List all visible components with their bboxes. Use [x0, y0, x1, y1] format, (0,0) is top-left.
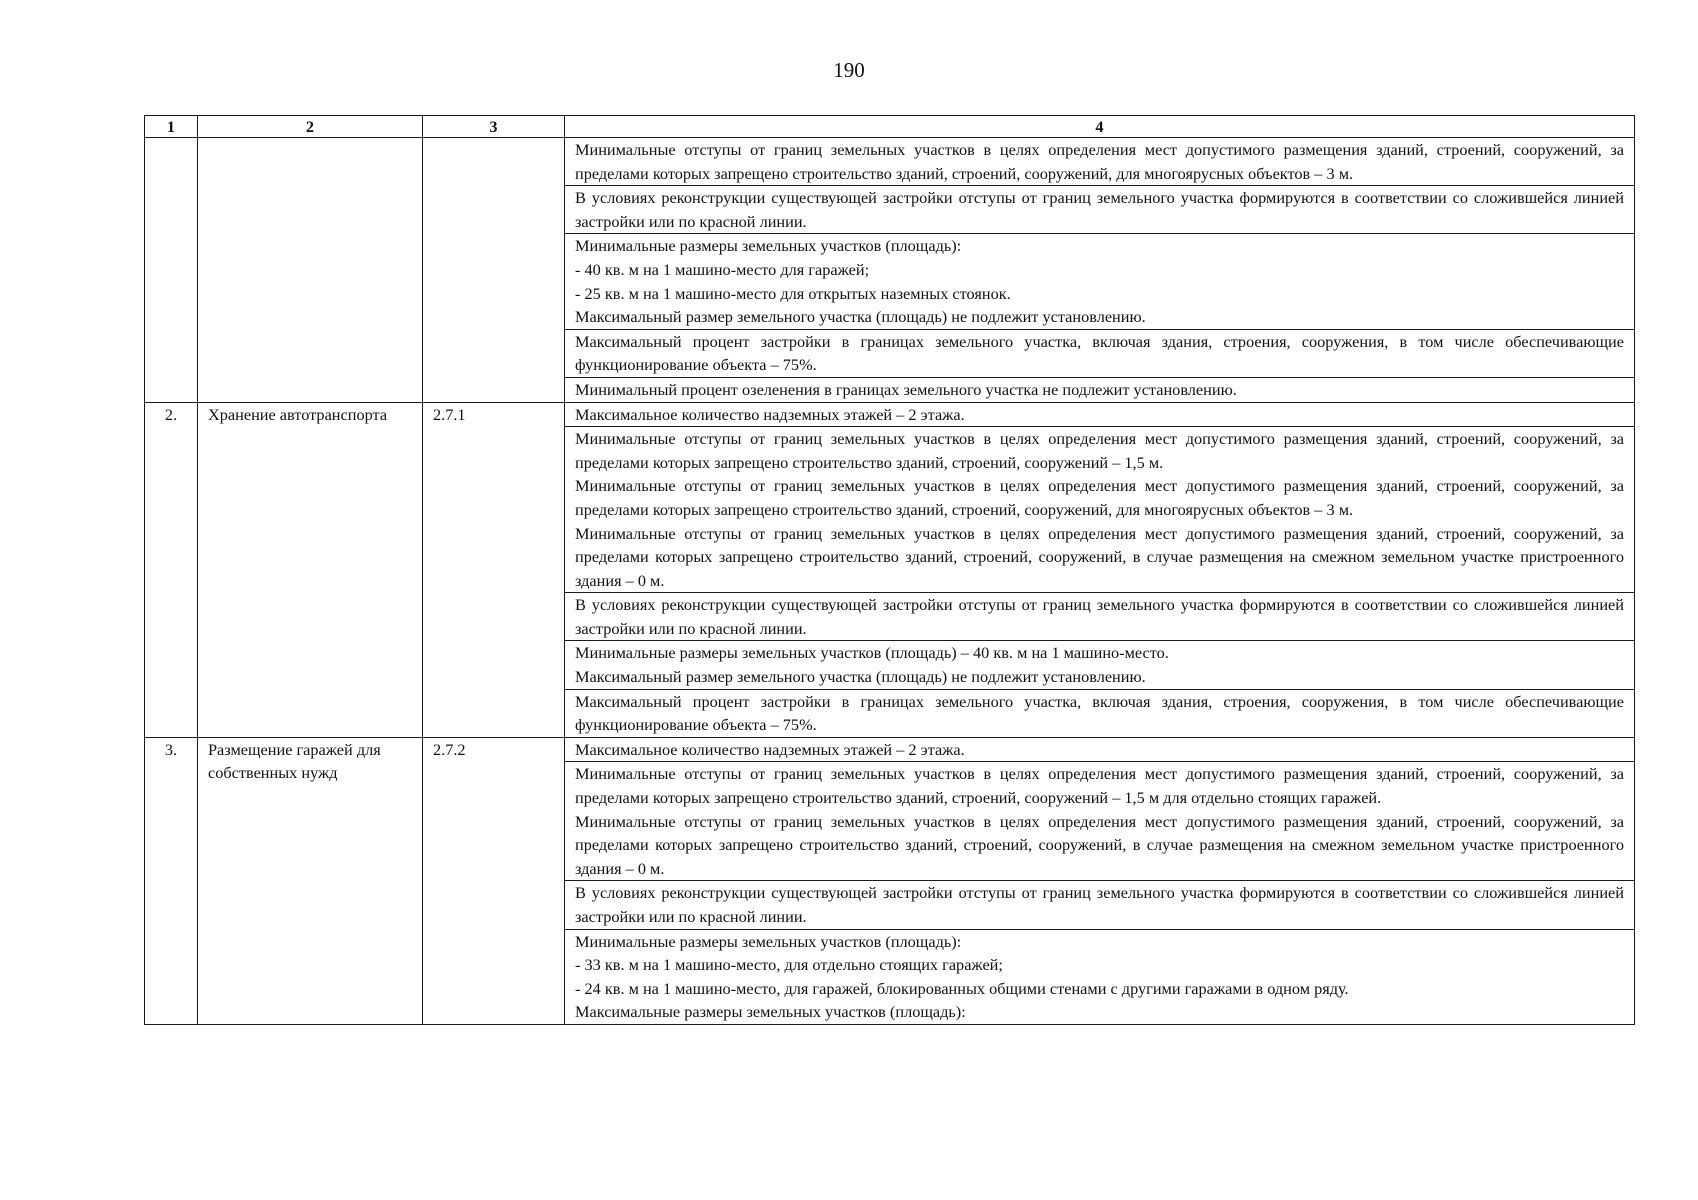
table-row: [145, 138, 1635, 186]
page-number: 190: [833, 58, 865, 82]
regulation-text-cell: [565, 329, 1635, 377]
regulation-paragraph: Минимальные отступы от границ земельных участков в целях определения мест допустимого размещения зданий, строений, сооружений, за пределами которых запрещено строительство зданий, строений, сооружений – 1,5 м для отдельно стоящих гаражей.: [575, 764, 1624, 808]
header-col-1: 1: [145, 116, 198, 138]
regulation-paragraph: Минимальные отступы от границ земельных участков в целях определения мест допустимого размещения зданий, строений, сооружений, за пределами которых запрещено строительство зданий, строений, сооружений – 1,5 м.: [575, 429, 1624, 472]
usage-code-cell: [423, 138, 565, 403]
header-col-3: 3: [423, 116, 565, 138]
regulations-table: [144, 115, 1635, 1025]
header-col-4: 4: [565, 116, 1635, 138]
usage-name-cell: Размещение гаражей для собственных нужд: [198, 737, 423, 1024]
row-number-cell: 3.: [145, 737, 198, 1024]
regulation-line: - 33 кв. м на 1 машино-место, для отдельно стоящих гаражей;: [575, 955, 1003, 975]
regulation-paragraph: Максимальное количество надземных этажей – 2 этажа.: [575, 739, 965, 759]
regulation-line: Минимальные размеры земельных участков (площадь):: [575, 931, 962, 951]
usage-code-cell: 2.7.1: [423, 402, 565, 737]
regulation-paragraph: Максимальный процент застройки в границах земельного участка, включая здания, строения, сооружения, в том числе обеспечивающие функционирование объекта – 75%.: [575, 331, 1624, 375]
regulation-line: - 24 кв. м на 1 машино-место, для гаражей, блокированных общими стенами с другими гаражами в одном ряду.: [575, 978, 1349, 998]
regulation-text-cell: [565, 593, 1635, 641]
table-header-row: [145, 116, 1635, 138]
regulation-paragraph: Минимальные отступы от границ земельных участков в целях определения мест допустимого размещения зданий, строений, сооружений, за пределами которых запрещено строительство зданий, строений, сооружений, в случае размещения на смежном земельном участке пристроенного здания – 0 м.: [575, 523, 1624, 590]
regulation-paragraph: Минимальные отступы от границ земельных участков в целях определения мест допустимого размещения зданий, строений, сооружений, за пределами которых запрещено строительство зданий, строений, сооружений, для многоярусных объектов – 3 м.: [575, 476, 1624, 519]
regulation-paragraph: Максимальное количество надземных этажей – 2 этажа.: [575, 404, 965, 424]
regulation-text-cell: [565, 402, 1635, 427]
usage-name-cell: [198, 138, 423, 403]
regulation-text-cell: [565, 762, 1635, 881]
regulation-text-cell: [565, 737, 1635, 762]
regulation-text-cell: [565, 881, 1635, 929]
regulation-line: Максимальный размер земельного участка (площадь) не подлежит установлению.: [575, 307, 1146, 327]
regulation-text-cell: [565, 689, 1635, 737]
row-number-cell: [145, 138, 198, 403]
regulation-line: - 40 кв. м на 1 машино-место для гаражей;: [575, 259, 870, 279]
regulation-text-cell: [565, 186, 1635, 234]
regulation-paragraph: В условиях реконструкции существующей застройки отступы от границ земельного участка формируются в соответствии со сложившейся линией застройки или по красной линии.: [575, 188, 1624, 231]
regulation-text-cell: [565, 138, 1635, 186]
regulation-line: Максимальный размер земельного участка (площадь) не подлежит установлению.: [575, 667, 1146, 687]
regulation-text-cell: [565, 377, 1635, 402]
regulation-text-cell: [565, 427, 1635, 593]
table-body: [145, 138, 1635, 1025]
regulation-paragraph: В условиях реконструкции существующей застройки отступы от границ земельного участка формируются в соответствии со сложившейся линией застройки или по красной линии.: [575, 883, 1624, 926]
header-col-2: 2: [198, 116, 423, 138]
regulation-paragraph: Минимальный процент озеленения в границах земельного участка не подлежит установлению.: [575, 379, 1237, 399]
regulation-line: Минимальные размеры земельных участков (площадь):: [575, 236, 962, 256]
regulation-text-cell: [565, 929, 1635, 1024]
regulation-text-cell: [565, 641, 1635, 689]
regulation-paragraph: В условиях реконструкции существующей застройки отступы от границ земельного участка формируются в соответствии со сложившейся линией застройки или по красной линии.: [575, 595, 1624, 638]
regulation-text-cell: [565, 234, 1635, 329]
row-number-cell: 2.: [145, 402, 198, 737]
regulation-paragraph: Максимальный процент застройки в границах земельного участка, включая здания, строения, сооружения, в том числе обеспечивающие функционирование объекта – 75%.: [575, 691, 1624, 735]
table-row: [145, 737, 1635, 762]
regulation-paragraph: Минимальные отступы от границ земельных участков в целях определения мест допустимого размещения зданий, строений, сооружений, за пределами которых запрещено строительство зданий, строений, сооружений, в случае размещения на смежном земельном участке пристроенного здания – 0 м.: [575, 811, 1624, 878]
usage-name-cell: Хранение автотранспорта: [198, 402, 423, 737]
regulation-paragraph: Минимальные отступы от границ земельных участков в целях определения мест допустимого размещения зданий, строений, сооружений, за пределами которых запрещено строительство зданий, строений, сооружений, для многоярусных объектов – 3 м.: [575, 140, 1624, 183]
regulation-line: Максимальные размеры земельных участков (площадь):: [575, 1002, 966, 1022]
usage-code-cell: 2.7.2: [423, 737, 565, 1024]
table-row: [145, 402, 1635, 427]
regulation-line: - 25 кв. м на 1 машино-место для открытых наземных стоянок.: [575, 283, 1011, 303]
regulation-line: Минимальные размеры земельных участков (площадь) – 40 кв. м на 1 машино-место.: [575, 643, 1169, 663]
